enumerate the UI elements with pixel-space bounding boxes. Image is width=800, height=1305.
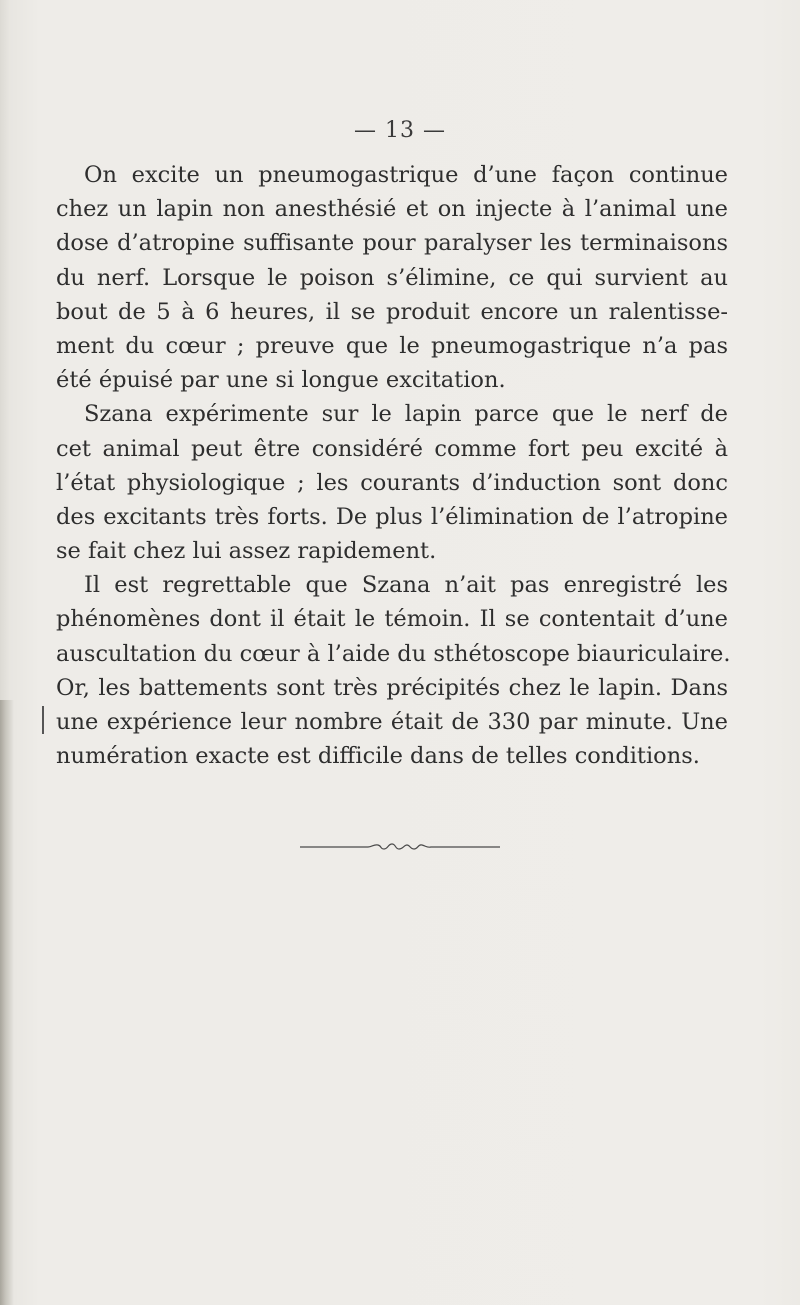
- text-line: phénomènes dont il était le témoin. Il se contentait d’une: [56, 606, 728, 633]
- decorative-rule-icon: [300, 842, 500, 852]
- text-line: l’état physiologique ; les courants d’induction sont donc: [56, 469, 728, 496]
- body-text: [56, 158, 731, 773]
- text-line: chez un lapin non anesthésié et on injecte à l’animal une: [56, 196, 728, 223]
- margin-mark: [42, 706, 44, 734]
- text-line: du nerf. Lorsque le poison s’élimine, ce qui survient au: [56, 264, 728, 291]
- text-line: Or, les battements sont très précipités chez le lapin. Dans: [56, 674, 728, 701]
- text-line: été épuisé par une si longue excitation.: [56, 367, 506, 394]
- text-line: Szana expérimente sur le lapin parce que le nerf de: [84, 401, 728, 428]
- text-line: cet animal peut être considéré comme fort peu excité à: [56, 435, 728, 462]
- text-line: une expérience leur nombre était de 330 par minute. Une: [56, 709, 728, 735]
- text-line: ment du cœur ; preuve que le pneumogastrique n’a pas: [56, 332, 728, 359]
- text-line: dose d’atropine suffisante pour paralyser les terminaisons: [56, 230, 728, 257]
- text-line: bout de 5 à 6 heures, il se produit encore un ralentisse-: [56, 298, 728, 325]
- text-line: auscultation du cœur à l’aide du sthétoscope biauriculaire.: [56, 640, 731, 667]
- text-line: Il est regrettable que Szana n’ait pas enregistré les: [84, 572, 728, 599]
- text-line: On excite un pneumogastrique d’une façon continue: [84, 162, 728, 188]
- binding-shadow: [0, 700, 14, 1305]
- text-line: se fait chez lui assez rapidement.: [56, 538, 437, 565]
- text-line: numération exacte est difficile dans de telles conditions.: [56, 743, 700, 770]
- page-number: — 13 —: [354, 118, 446, 143]
- text-line: des excitants très forts. De plus l’élimination de l’atropine: [56, 503, 728, 530]
